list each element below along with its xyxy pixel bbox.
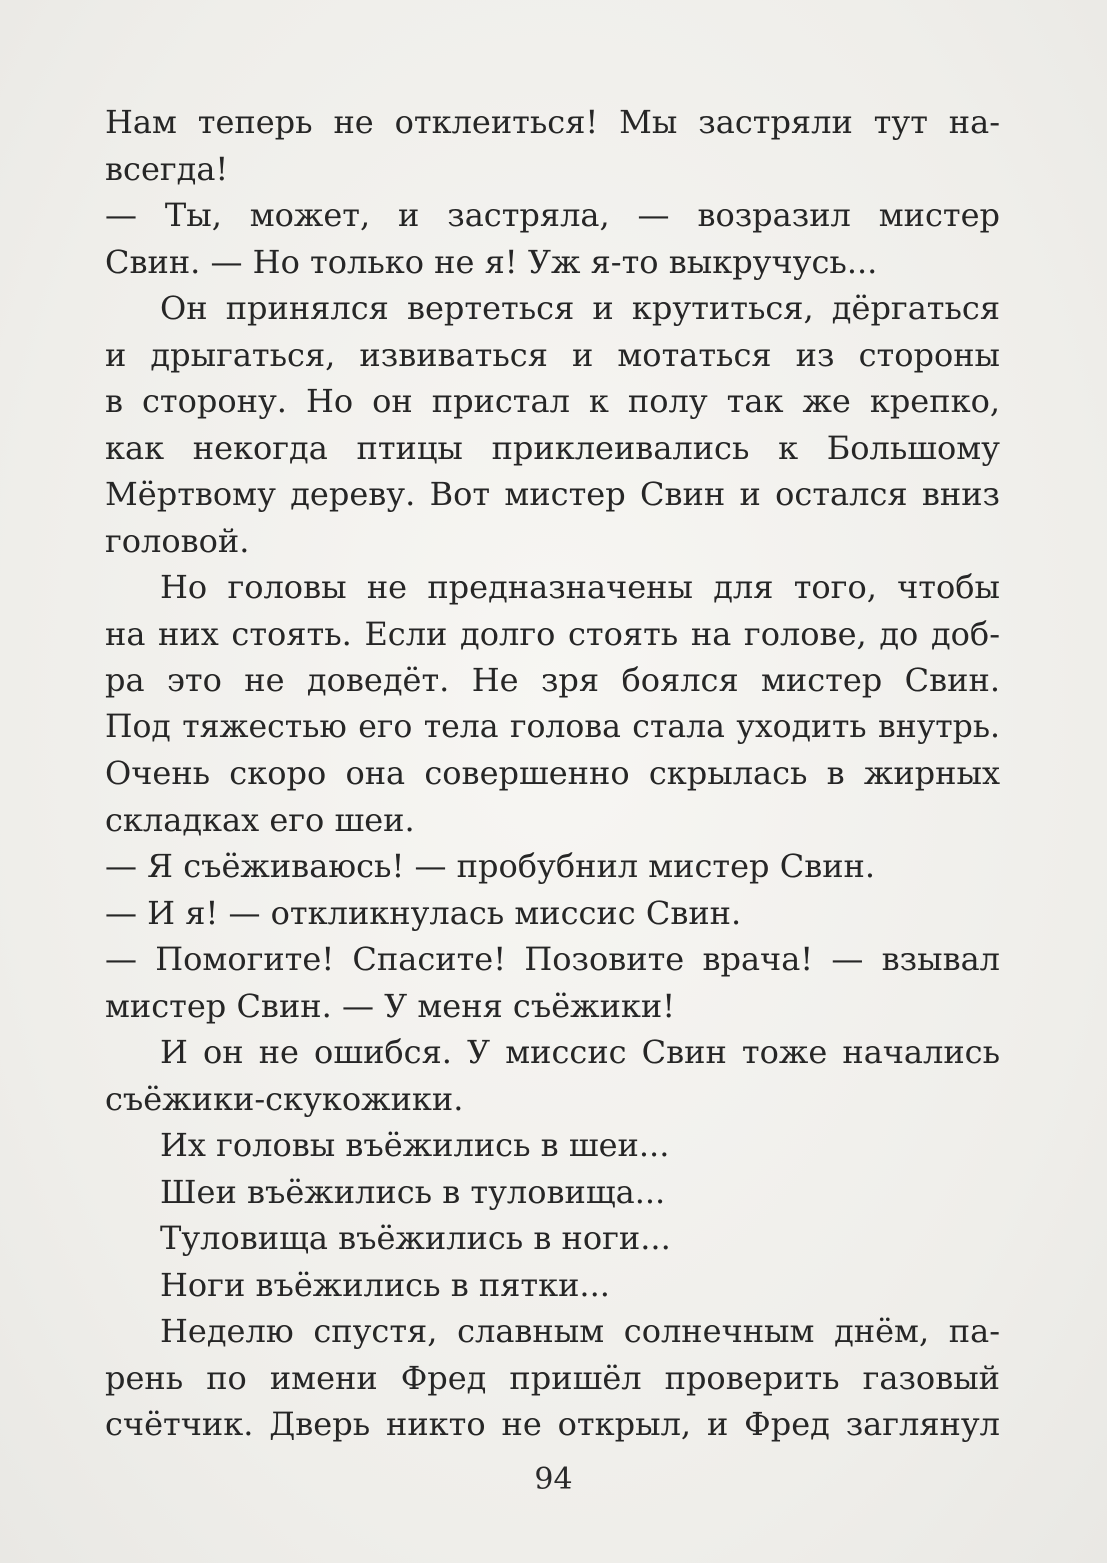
text-line: головой.	[105, 521, 250, 560]
text-line: Мёртвому дереву. Вот мистер Свин и остался вниз	[105, 475, 1000, 513]
body-text	[105, 99, 1000, 1448]
text-line: Туловища въёжились в ноги...	[160, 1219, 671, 1257]
text-line: — Ты, может, и застряла, — возразил мистер	[105, 196, 1000, 234]
text-line: Но головы не предназначены для того, чтобы	[160, 568, 1000, 606]
text-line: Свин. — Но только не я! Уж я-то выкручусь...	[105, 242, 878, 281]
text-line: — Помогите! Спасите! Позовите врача! — взывал	[105, 940, 1000, 978]
text-line: И он не ошибся. У миссис Свин тоже начались	[160, 1033, 1000, 1071]
text-line: складках его шеи.	[105, 800, 415, 839]
text-line: счётчик. Дверь никто не открыл, и Фред заглянул	[105, 1405, 1000, 1443]
text-line: мистер Свин. — У меня съёжики!	[105, 986, 676, 1025]
text-line: как некогда птицы приклеивались к Большому	[105, 428, 1000, 467]
text-line: в сторону. Но он пристал к полу так же крепко,	[105, 382, 1000, 420]
text-line: Ноги въёжились в пятки...	[160, 1265, 610, 1304]
text-line: съёжики-скукожики.	[105, 1079, 464, 1118]
text-line: ра это не доведёт. Не зря боялся мистер Свин.	[105, 661, 1000, 699]
text-line: Нам теперь не отклеиться! Мы застряли тут на-	[105, 103, 1000, 141]
text-line: рень по имени Фред пришёл проверить газовый	[105, 1358, 1000, 1397]
page-number: 94	[534, 1462, 573, 1497]
text-line: — И я! — откликнулась миссис Свин.	[105, 893, 742, 932]
text-line: Их головы въёжились в шеи...	[160, 1126, 670, 1164]
text-line: всегда!	[105, 149, 229, 188]
text-line: на них стоять. Если долго стоять на голове, до доб-	[105, 614, 1000, 653]
text-line: Неделю спустя, славным солнечным днём, па-	[160, 1312, 1000, 1350]
text-line: Шеи въёжились в туловища...	[160, 1172, 666, 1211]
text-line: — Я съёживаюсь! — пробубнил мистер Свин.	[105, 847, 876, 885]
text-line: Он принялся вертеться и крутиться, дёргаться	[160, 289, 1000, 327]
text-line: Очень скоро она совершенно скрылась в жирных	[105, 754, 1000, 792]
text-line: и дрыгаться, извиваться и мотаться из стороны	[105, 335, 1000, 374]
text-line: Под тяжестью его тела голова стала уходить внутрь.	[105, 708, 1000, 745]
